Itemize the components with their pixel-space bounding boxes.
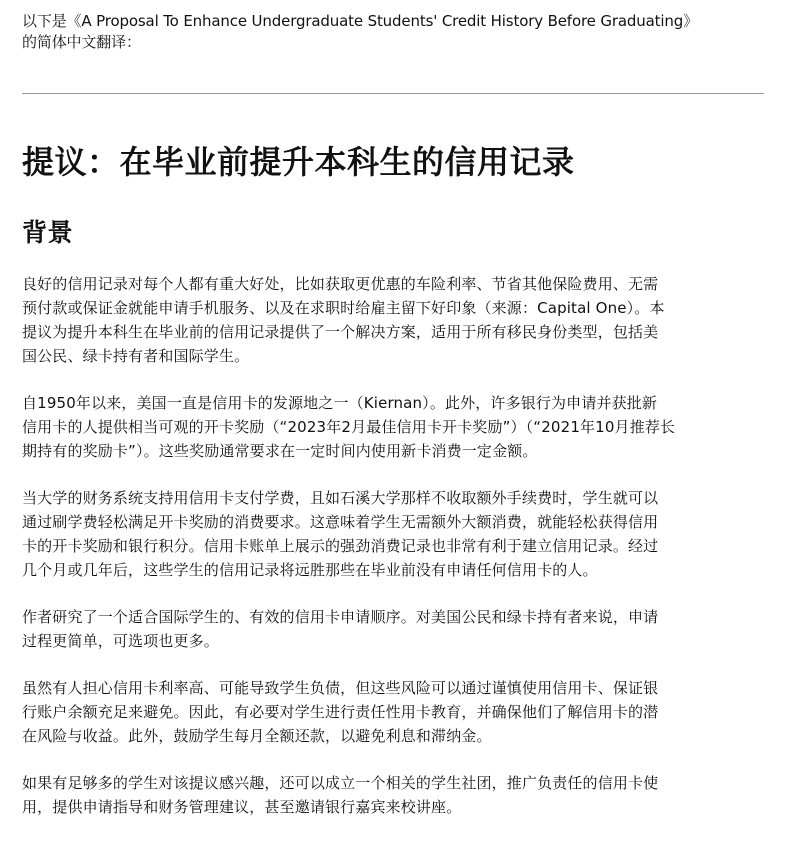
paragraph-1	[22, 272, 774, 368]
text-line: 自1950年以来，美国一直是信用卡的发源地之一（Kiernan）。此外，许多银行为申请并获批新	[22, 394, 658, 412]
text-line: 预付款或保证金就能申请手机服务、以及在求职时给雇主留下好印象（来源：Capital One）。本	[22, 299, 665, 317]
text-line: 在风险与收益。此外，鼓励学生每月全额还款，以避免利息和滞纳金。	[22, 727, 492, 745]
text-line: 良好的信用记录对每个人都有重大好处，比如获取更优惠的车险利率、节省其他保险费用、无需	[22, 275, 659, 293]
text-line: 国公民、绿卡持有者和国际学生。	[22, 347, 250, 365]
paragraph-5	[22, 676, 774, 748]
intro-line: 的简体中文翻译：	[22, 33, 141, 51]
body-text	[22, 272, 774, 842]
paragraph-3	[22, 486, 774, 582]
text-line: 虽然有人担心信用卡利率高、可能导致学生负债，但这些风险可以通过谨慎使用信用卡、保证银	[22, 679, 659, 697]
text-line: 卡的开卡奖励和银行积分。信用卡账单上展示的强劲消费记录也非常有利于建立信用记录。经过	[22, 537, 659, 555]
text-line: 过程更简单，可选项也更多。	[22, 632, 219, 650]
text-line: 如果有足够多的学生对该提议感兴趣，还可以成立一个相关的学生社团，推广负责任的信用卡使	[22, 774, 659, 792]
text-line: 当大学的财务系统支持用信用卡支付学费，且如石溪大学那样不收取额外手续费时，学生就可以	[22, 489, 659, 507]
document-title: 提议：在毕业前提升本科生的信用记录	[22, 143, 575, 181]
text-line: 期持有的奖励卡”）。这些奖励通常要求在一定时间内使用新卡消费一定金额。	[22, 442, 538, 460]
paragraph-2	[22, 391, 774, 463]
text-line: 几个月或几年后，这些学生的信用记录将远胜那些在毕业前没有申请任何信用卡的人。	[22, 561, 598, 579]
text-line: 作者研究了一个适合国际学生的、有效的信用卡申请顺序。对美国公民和绿卡持有者来说，申请	[22, 608, 659, 626]
text-line: 用，提供申请指导和财务管理建议，甚至邀请银行嘉宾来校讲座。	[22, 798, 462, 816]
paragraph-6	[22, 771, 774, 819]
text-line: 行账户余额充足来避免。因此，有必要对学生进行责任性用卡教育，并确保他们了解信用卡的潜	[22, 703, 659, 721]
horizontal-divider	[22, 93, 764, 94]
section-heading-background: 背景	[22, 218, 74, 247]
text-line: 通过刷学费轻松满足开卡奖励的消费要求。这意味着学生无需额外大额消费，就能轻松获得信用	[22, 513, 659, 531]
translation-intro	[22, 11, 782, 53]
intro-line: 以下是《A Proposal To Enhance Undergraduate Students' Credit History Before Graduating》	[22, 12, 698, 30]
paragraph-4	[22, 605, 774, 653]
text-line: 提议为提升本科生在毕业前的信用记录提供了一个解决方案，适用于所有移民身份类型，包括美	[22, 323, 659, 341]
text-line: 信用卡的人提供相当可观的开卡奖励（“2023年2月最佳信用卡开卡奖励”）（“2021年10月推荐长	[22, 418, 676, 436]
